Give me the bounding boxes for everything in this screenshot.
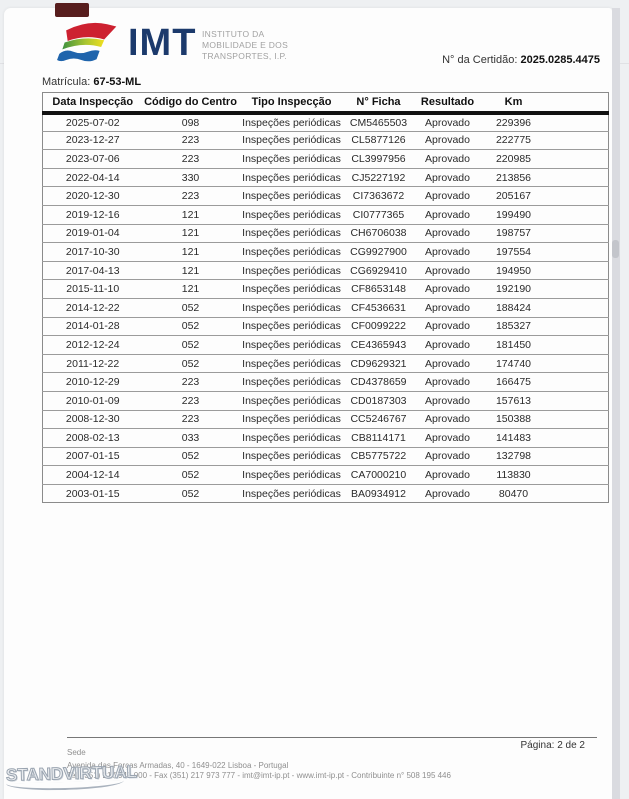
table-cell <box>545 336 609 355</box>
table-cell: Aprovado <box>413 373 483 392</box>
table-row <box>43 391 609 410</box>
table-cell: 223 <box>143 150 239 169</box>
table-cell: 2008-02-13 <box>43 429 143 448</box>
table-cell: 2017-10-30 <box>43 243 143 262</box>
table-row <box>43 168 609 187</box>
table-cell: CI0777365 <box>345 205 413 224</box>
table-cell <box>545 113 609 132</box>
table-cell: Inspeções periódicas <box>239 298 345 317</box>
table-cell: 192190 <box>483 280 545 299</box>
table-cell: 052 <box>143 336 239 355</box>
table-cell <box>545 243 609 262</box>
table-cell <box>545 150 609 169</box>
table-cell <box>545 354 609 373</box>
table-cell: 181450 <box>483 336 545 355</box>
table-cell <box>545 466 609 485</box>
footer-divider <box>67 737 597 738</box>
table-row <box>43 317 609 336</box>
table-cell: 2004-12-14 <box>43 466 143 485</box>
page-edge-strip <box>612 8 620 799</box>
table-cell: 2014-12-22 <box>43 298 143 317</box>
table-row <box>43 429 609 448</box>
table-cell: Inspeções periódicas <box>239 429 345 448</box>
table-cell: 223 <box>143 410 239 429</box>
table-cell: 229396 <box>483 113 545 132</box>
table-cell: 2025-07-02 <box>43 113 143 132</box>
standvirtual-watermark: STANDVIRTUAL <box>5 762 138 785</box>
column-header: N° Ficha <box>345 93 413 113</box>
table-cell <box>545 317 609 336</box>
table-cell <box>545 261 609 280</box>
table-cell: Aprovado <box>413 224 483 243</box>
table-cell <box>545 391 609 410</box>
table-cell <box>545 429 609 448</box>
table-cell: Inspeções periódicas <box>239 261 345 280</box>
table-cell: CE4365943 <box>345 336 413 355</box>
table-row <box>43 150 609 169</box>
table-row <box>43 373 609 392</box>
table-cell: Inspeções periódicas <box>239 280 345 299</box>
table-cell: Inspeções periódicas <box>239 187 345 206</box>
table-cell: 199490 <box>483 205 545 224</box>
table-cell: CB5775722 <box>345 447 413 466</box>
table-cell: 098 <box>143 113 239 132</box>
table-cell: Aprovado <box>413 447 483 466</box>
table-cell: 2014-01-28 <box>43 317 143 336</box>
certificate-number: N° da Certidão: 2025.0285.4475 <box>442 54 600 66</box>
table-row <box>43 261 609 280</box>
table-cell: 205167 <box>483 187 545 206</box>
table-cell: 330 <box>143 168 239 187</box>
footer-contacts: Tel. (351) 217 949 000 - Fax (351) 217 973 777 - imt@imt-ip.pt - www.imt-ip.pt - Contribuinte n° 508 195 446 <box>67 770 451 780</box>
table-cell: 052 <box>181 487 200 500</box>
table-cell: CF4536631 <box>345 298 413 317</box>
table-cell: CD9629321 <box>345 354 413 373</box>
inspections-table <box>42 92 609 503</box>
inspections-table-wrap <box>42 92 608 503</box>
table-cell: CG6929410 <box>345 261 413 280</box>
column-header: Resultado <box>413 93 483 113</box>
table-row <box>43 224 609 243</box>
table-cell: Inspeções periódicas <box>239 391 345 410</box>
table-cell: 2003-01-15 <box>65 487 120 500</box>
table-cell: 194950 <box>483 261 545 280</box>
table-row <box>43 280 609 299</box>
table-cell: CH6706038 <box>345 224 413 243</box>
table-cell: 2020-12-30 <box>43 187 143 206</box>
table-cell: Aprovado <box>413 150 483 169</box>
column-header: Código do Centro <box>143 93 239 113</box>
table-cell <box>545 410 609 429</box>
table-cell: 2017-04-13 <box>43 261 143 280</box>
table-cell: 2019-12-16 <box>43 205 143 224</box>
table-cell: Aprovado <box>413 261 483 280</box>
certificate-number-value: 2025.0285.4475 <box>520 54 600 66</box>
table-cell: Inspeções periódicas <box>239 131 345 150</box>
table-cell <box>545 447 609 466</box>
page-indicator: Página: 2 de 2 <box>520 740 585 751</box>
table-cell <box>545 131 609 150</box>
table-cell <box>545 168 609 187</box>
table-row <box>43 113 609 132</box>
table-cell: 223 <box>143 373 239 392</box>
table-cell <box>545 484 609 503</box>
table-cell: Aprovado <box>413 429 483 448</box>
table-cell: Inspeções periódicas <box>239 168 345 187</box>
table-cell: 198757 <box>483 224 545 243</box>
table-cell: Inspeções periódicas <box>239 205 345 224</box>
table-cell: Aprovado <box>413 298 483 317</box>
table-cell: 033 <box>143 429 239 448</box>
table-cell: 141483 <box>483 429 545 448</box>
table-cell: Aprovado <box>413 354 483 373</box>
table-cell: CF0099222 <box>345 317 413 336</box>
table-row <box>43 336 609 355</box>
table-cell: Aprovado <box>413 410 483 429</box>
table-cell: Aprovado <box>413 336 483 355</box>
table-cell: 052 <box>143 447 239 466</box>
table-cell: 132798 <box>483 447 545 466</box>
table-cell: 222775 <box>483 131 545 150</box>
table-cell: 2011-12-22 <box>43 354 143 373</box>
column-header <box>545 93 609 113</box>
scrollbar-thumb[interactable] <box>612 240 619 258</box>
watermark-swoosh <box>6 780 124 791</box>
table-cell <box>545 280 609 299</box>
table-cell: Inspeções periódicas <box>239 113 345 132</box>
table-cell: Aprovado <box>413 187 483 206</box>
table-cell: 174740 <box>483 354 545 373</box>
table-cell: 220985 <box>483 150 545 169</box>
table-cell: 113830 <box>483 466 545 485</box>
table-row <box>43 447 609 466</box>
table-cell: 157613 <box>483 391 545 410</box>
table-cell: 80470 <box>498 487 529 500</box>
table-cell <box>545 187 609 206</box>
table-cell: Inspeções periódicas <box>239 447 345 466</box>
column-header: Tipo Inspecção <box>239 93 345 113</box>
table-row <box>43 187 609 206</box>
table-cell: CG9927900 <box>345 243 413 262</box>
table-cell: CF8653148 <box>345 280 413 299</box>
table-cell: 121 <box>143 224 239 243</box>
table-cell: 166475 <box>483 373 545 392</box>
imt-flag-icon <box>54 18 130 70</box>
table-row <box>43 354 609 373</box>
imt-name: INSTITUTO DA MOBILIDADE E DOS TRANSPORTES, I.P. <box>202 29 289 62</box>
background-accent-chip <box>55 3 89 17</box>
table-cell: CD0187303 <box>345 391 413 410</box>
table-row <box>43 484 609 503</box>
table-cell <box>545 373 609 392</box>
table-cell: Inspeções periódicas <box>239 317 345 336</box>
table-cell: Aprovado <box>413 205 483 224</box>
table-cell: Aprovado <box>413 243 483 262</box>
table-cell: 2012-12-24 <box>43 336 143 355</box>
table-cell: Aprovado <box>413 113 483 132</box>
table-cell: CJ5227192 <box>345 168 413 187</box>
table-cell: 2007-01-15 <box>43 447 143 466</box>
table-cell: 052 <box>143 466 239 485</box>
table-cell: Inspeções periódicas <box>239 466 345 485</box>
table-cell: Aprovado <box>413 168 483 187</box>
table-cell: Aprovado <box>413 280 483 299</box>
table-cell: CL5877126 <box>345 131 413 150</box>
table-cell: 2008-12-30 <box>43 410 143 429</box>
plate-number: Matrícula: 67-53-ML <box>42 76 142 88</box>
table-cell: CL3997956 <box>345 150 413 169</box>
column-header: Data Inspecção <box>43 93 143 113</box>
column-header: Km <box>483 93 545 113</box>
table-row <box>43 243 609 262</box>
table-cell: Inspeções periódicas <box>239 150 345 169</box>
table-cell: 223 <box>143 391 239 410</box>
table-cell <box>545 224 609 243</box>
table-cell: Aprovado <box>413 391 483 410</box>
table-cell <box>545 205 609 224</box>
certificate-page <box>4 8 612 799</box>
table-cell: Inspeções periódicas <box>239 336 345 355</box>
table-cell: CD4378659 <box>345 373 413 392</box>
table-cell: CA7000210 <box>345 466 413 485</box>
table-cell: 121 <box>143 205 239 224</box>
table-header-row <box>43 93 609 113</box>
table-cell: Aprovado <box>413 131 483 150</box>
footer-address: Avenida das Forças Armadas, 40 - 1649-022 Lisboa - Portugal <box>67 761 289 770</box>
table-cell: CC5246767 <box>345 410 413 429</box>
table-cell: CM5465503 <box>345 113 413 132</box>
imt-acronym: IMT <box>128 22 197 64</box>
table-cell: Inspeções periódicas <box>239 373 345 392</box>
table-cell: 2022-04-14 <box>43 168 143 187</box>
table-cell: 2023-12-27 <box>43 131 143 150</box>
table-cell: 213856 <box>483 168 545 187</box>
table-cell: 052 <box>143 298 239 317</box>
table-cell: 2023-07-06 <box>43 150 143 169</box>
table-row <box>43 466 609 485</box>
footer-sede-label: Sede <box>67 748 86 757</box>
imt-logo <box>54 16 354 74</box>
plate-number-value: 67-53-ML <box>93 76 142 88</box>
table-row <box>43 410 609 429</box>
table-row <box>43 205 609 224</box>
table-cell: Inspeções periódicas <box>239 224 345 243</box>
table-cell: 2010-01-09 <box>43 391 143 410</box>
table-cell: 188424 <box>483 298 545 317</box>
table-cell: 223 <box>143 131 239 150</box>
table-cell: 197554 <box>483 243 545 262</box>
table-cell: 2019-01-04 <box>43 224 143 243</box>
table-cell: Inspeções periódicas <box>242 487 341 500</box>
table-cell: 121 <box>143 243 239 262</box>
table-row <box>43 131 609 150</box>
table-cell: Inspeções periódicas <box>239 354 345 373</box>
table-cell: 052 <box>143 317 239 336</box>
table-cell: Inspeções periódicas <box>239 243 345 262</box>
table-cell: 223 <box>143 187 239 206</box>
table-row <box>43 298 609 317</box>
table-cell: 052 <box>143 354 239 373</box>
table-cell: BA0934912 <box>351 487 406 500</box>
table-cell: CB8114171 <box>345 429 413 448</box>
table-cell: 150388 <box>483 410 545 429</box>
table-cell: 2010-12-29 <box>43 373 143 392</box>
table-cell: 2015-11-10 <box>43 280 143 299</box>
table-cell: Aprovado <box>425 487 470 500</box>
table-cell: CI7363672 <box>345 187 413 206</box>
table-cell: Aprovado <box>413 317 483 336</box>
table-cell: 121 <box>143 280 239 299</box>
table-cell: 185327 <box>483 317 545 336</box>
table-cell: Inspeções periódicas <box>239 410 345 429</box>
table-cell: Aprovado <box>413 466 483 485</box>
table-cell <box>545 298 609 317</box>
table-cell: 121 <box>143 261 239 280</box>
